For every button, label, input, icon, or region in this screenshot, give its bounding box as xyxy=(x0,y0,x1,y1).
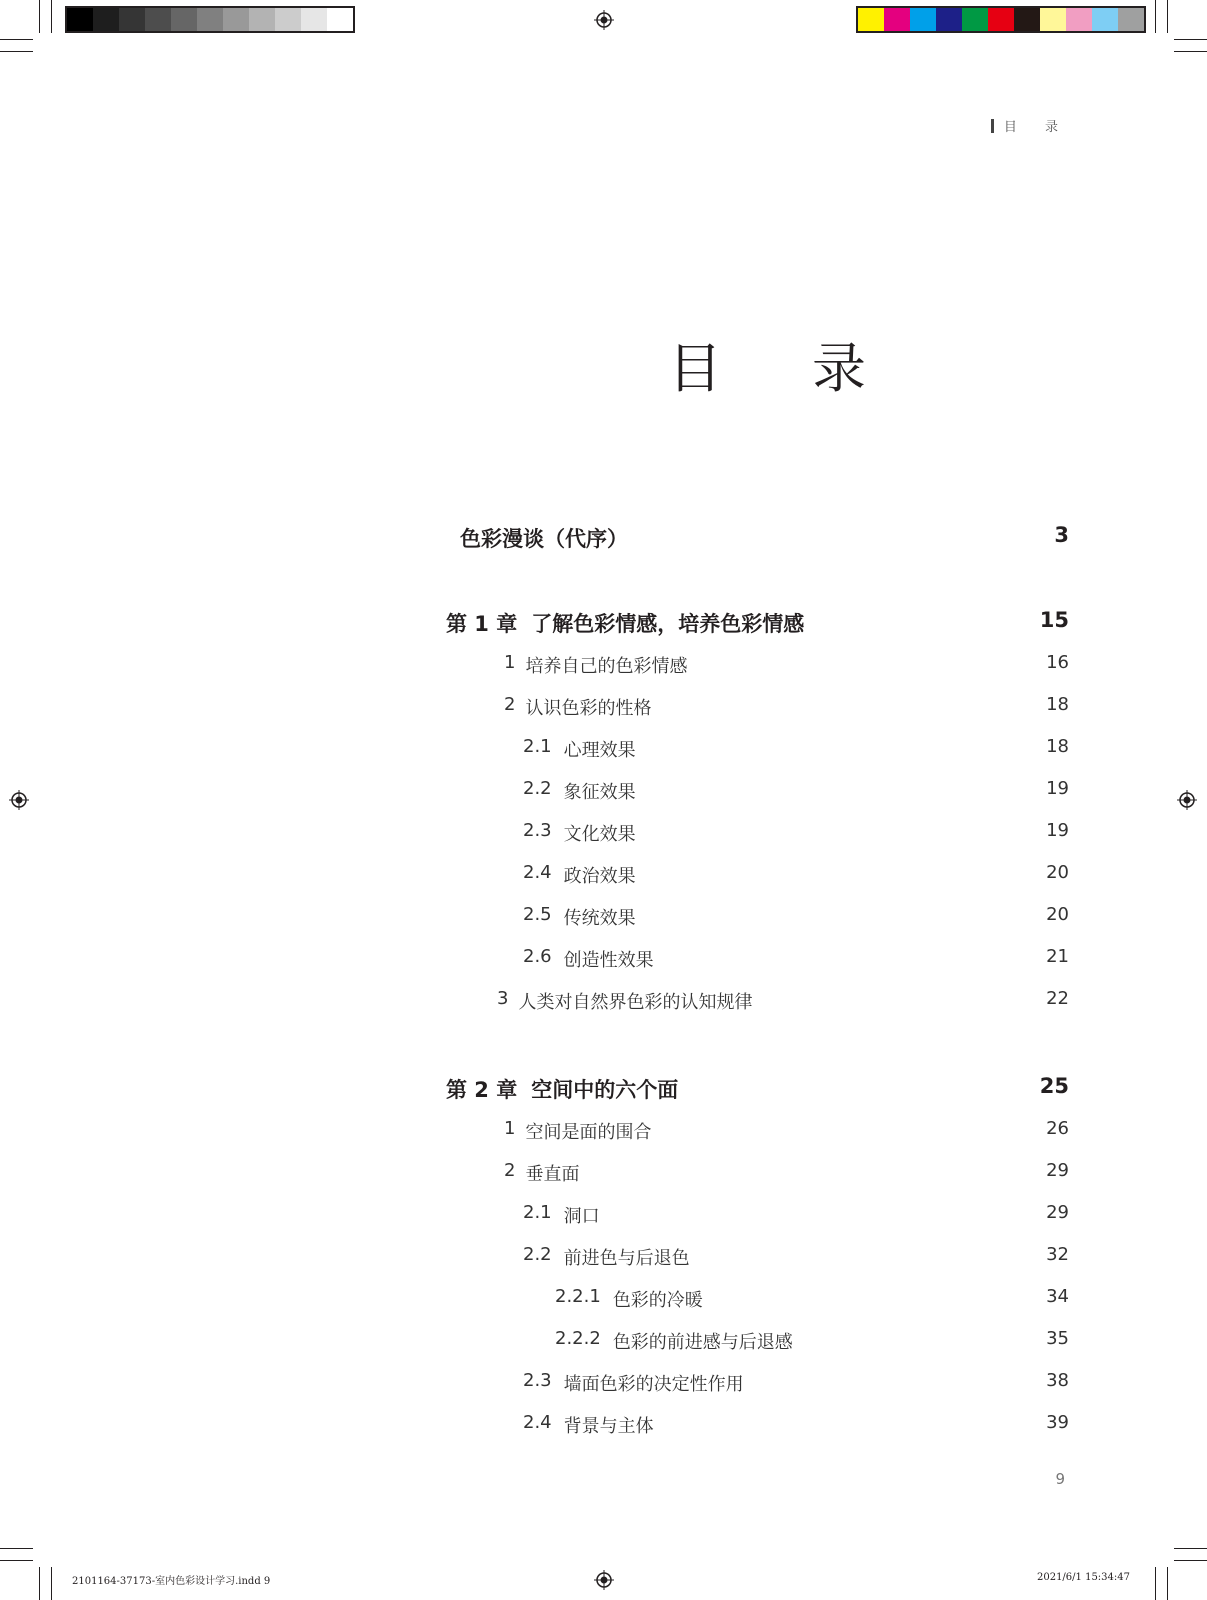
toc-entry-label: 空间中的六个面 xyxy=(531,1078,679,1102)
toc-entry-number: 2.2 xyxy=(523,1244,552,1265)
toc-entry-number: 2.1 xyxy=(523,1202,552,1223)
slug-filename: 2101164-37173-室内色彩设计学习.indd 9 xyxy=(72,1576,271,1587)
toc-entry-number: 第 2 章 xyxy=(446,1078,518,1102)
color-swatch xyxy=(327,8,353,31)
toc-entry-page: 20 xyxy=(1046,862,1069,883)
toc-entry-number: 2.4 xyxy=(523,1412,552,1433)
toc-entry[interactable] xyxy=(0,1074,1207,1104)
toc-entry-label: 洞口 xyxy=(563,1206,600,1227)
color-swatch xyxy=(962,8,988,31)
crop-mark xyxy=(1174,51,1207,52)
toc-entry[interactable] xyxy=(0,1368,1207,1398)
toc-entry[interactable] xyxy=(0,523,1207,553)
toc-entry[interactable] xyxy=(0,1410,1207,1440)
toc-entry-title xyxy=(523,1370,744,1396)
color-swatch xyxy=(145,8,171,31)
toc-entry-label: 背景与主体 xyxy=(563,1416,654,1437)
toc-entry[interactable] xyxy=(0,650,1207,680)
color-swatch xyxy=(171,8,197,31)
toc-entry-page: 19 xyxy=(1046,778,1069,799)
crop-mark xyxy=(1174,39,1207,40)
page-title: 目录 xyxy=(668,337,956,400)
toc-entry-number: 2.3 xyxy=(523,1370,552,1391)
toc-entry-title xyxy=(523,1202,600,1228)
color-swatch xyxy=(67,8,93,31)
toc-entry-number: 2 xyxy=(504,694,516,715)
toc-entry-title xyxy=(446,1074,678,1104)
toc-entry-title xyxy=(504,694,651,720)
toc-entry-title xyxy=(446,608,804,638)
grayscale-color-bar xyxy=(65,6,355,33)
toc-entry-title xyxy=(555,1286,703,1312)
crop-mark xyxy=(51,0,52,33)
toc-entry[interactable] xyxy=(0,986,1207,1016)
toc-entry-page: 26 xyxy=(1046,1118,1069,1139)
toc-entry-page: 39 xyxy=(1046,1412,1069,1433)
toc-entry-title xyxy=(504,1118,651,1144)
toc-entry-title xyxy=(523,862,636,888)
toc-entry-title xyxy=(504,1160,579,1186)
toc-entry-label: 色彩漫谈（代序） xyxy=(460,527,628,551)
toc-entry-number: 2.2 xyxy=(523,778,552,799)
toc-entry-label: 色彩的冷暖 xyxy=(612,1290,703,1311)
running-head-bar xyxy=(991,119,994,133)
toc-entry-label: 色彩的前进感与后退感 xyxy=(612,1332,793,1353)
toc-entry-number: 2.5 xyxy=(523,904,552,925)
color-swatch xyxy=(988,8,1014,31)
toc-entry-label: 认识色彩的性格 xyxy=(525,698,652,719)
toc-entry-number: 第 1 章 xyxy=(446,612,518,636)
color-swatch xyxy=(1066,8,1092,31)
toc-entry-page: 22 xyxy=(1046,988,1069,1009)
toc-entry-title xyxy=(523,820,636,846)
crop-mark xyxy=(0,51,33,52)
color-swatch xyxy=(119,8,145,31)
toc-entry-page: 35 xyxy=(1046,1328,1069,1349)
color-swatch xyxy=(858,8,884,31)
crop-mark xyxy=(39,1567,40,1600)
toc-entry[interactable] xyxy=(0,902,1207,932)
color-swatch xyxy=(93,8,119,31)
toc-entry-label: 前进色与后退色 xyxy=(563,1248,690,1269)
color-swatch xyxy=(936,8,962,31)
toc-entry[interactable] xyxy=(0,860,1207,890)
toc-entry[interactable] xyxy=(0,692,1207,722)
color-swatch xyxy=(1040,8,1066,31)
toc-entry-title xyxy=(523,736,636,762)
toc-entry[interactable] xyxy=(0,1116,1207,1146)
registration-mark-icon xyxy=(594,10,614,30)
running-head xyxy=(991,116,1070,135)
crop-mark xyxy=(1167,1567,1168,1600)
toc-entry-label: 心理效果 xyxy=(563,740,636,761)
toc-entry-page: 32 xyxy=(1046,1244,1069,1265)
toc-entry[interactable] xyxy=(0,1284,1207,1314)
toc-entry-number: 2.2.2 xyxy=(555,1328,601,1349)
toc-entry[interactable] xyxy=(0,1158,1207,1188)
toc-entry-number: 2.6 xyxy=(523,946,552,967)
crop-mark xyxy=(1174,1560,1207,1561)
toc-entry-page: 29 xyxy=(1046,1160,1069,1181)
toc-entry-label: 创造性效果 xyxy=(563,950,654,971)
crop-mark xyxy=(0,39,33,40)
toc-entry-page: 20 xyxy=(1046,904,1069,925)
crop-mark xyxy=(1174,1548,1207,1549)
process-color-bar xyxy=(856,6,1146,33)
color-swatch xyxy=(301,8,327,31)
toc-entry-page: 19 xyxy=(1046,820,1069,841)
toc-entry-page: 21 xyxy=(1046,946,1069,967)
crop-mark xyxy=(0,1548,33,1549)
crop-mark xyxy=(1155,1567,1156,1600)
toc-entry-page: 29 xyxy=(1046,1202,1069,1223)
toc-entry-label: 了解色彩情感，培养色彩情感 xyxy=(531,612,805,636)
toc-entry[interactable] xyxy=(0,1242,1207,1272)
toc-entry-page: 3 xyxy=(1054,523,1069,547)
toc-entry-title xyxy=(504,652,687,678)
toc-entry-page: 18 xyxy=(1046,736,1069,757)
toc-entry-title xyxy=(523,1412,654,1438)
toc-entry-page: 15 xyxy=(1039,608,1069,632)
toc-entry-title xyxy=(555,1328,793,1354)
toc-entry-label: 培养自己的色彩情感 xyxy=(525,656,688,677)
toc-entry-label: 文化效果 xyxy=(563,824,636,845)
color-swatch xyxy=(910,8,936,31)
slug-timestamp: 2021/6/1 15:34:47 xyxy=(1036,1572,1130,1583)
toc-entry-label: 象征效果 xyxy=(563,782,636,803)
toc-entry[interactable] xyxy=(0,776,1207,806)
toc-entry[interactable] xyxy=(0,608,1207,638)
toc-entry[interactable] xyxy=(0,1326,1207,1356)
toc-entry-page: 38 xyxy=(1046,1370,1069,1391)
color-swatch xyxy=(1014,8,1040,31)
toc-entry-label: 传统效果 xyxy=(563,908,636,929)
toc-entry-label: 人类对自然界色彩的认知规律 xyxy=(518,992,753,1013)
toc-entry-label: 政治效果 xyxy=(563,866,636,887)
crop-mark xyxy=(1155,0,1156,33)
toc-entry-page: 25 xyxy=(1039,1074,1069,1098)
toc-entry-title xyxy=(446,523,628,553)
color-swatch xyxy=(1092,8,1118,31)
toc-entry-number: 2.3 xyxy=(523,820,552,841)
color-swatch xyxy=(197,8,223,31)
toc-entry-number: 2.2.1 xyxy=(555,1286,601,1307)
toc-entry-title xyxy=(497,988,752,1014)
color-swatch xyxy=(1118,8,1144,31)
toc-entry-page: 18 xyxy=(1046,694,1069,715)
crop-mark xyxy=(51,1567,52,1600)
crop-mark xyxy=(1167,0,1168,33)
registration-mark-icon xyxy=(594,1570,614,1590)
toc-entry-title xyxy=(523,1244,690,1270)
toc-entry-label: 垂直面 xyxy=(525,1164,580,1185)
toc-entry[interactable] xyxy=(0,944,1207,974)
toc-entry-title xyxy=(523,946,654,972)
toc-entry-title xyxy=(523,778,636,804)
toc-entry[interactable] xyxy=(0,734,1207,764)
toc-entry-number: 1 xyxy=(504,1118,516,1139)
toc-entry[interactable] xyxy=(0,1200,1207,1230)
toc-entry-number: 2.4 xyxy=(523,862,552,883)
crop-mark xyxy=(0,1560,33,1561)
color-swatch xyxy=(249,8,275,31)
crop-mark xyxy=(39,0,40,33)
color-swatch xyxy=(223,8,249,31)
toc-entry[interactable] xyxy=(0,818,1207,848)
color-swatch xyxy=(884,8,910,31)
toc-entry-title xyxy=(523,904,636,930)
running-head-text: 目 录 xyxy=(1003,120,1070,135)
toc-entry-number: 2.1 xyxy=(523,736,552,757)
toc-entry-label: 空间是面的围合 xyxy=(525,1122,652,1143)
page-number: 9 xyxy=(1055,1470,1065,1488)
color-swatch xyxy=(275,8,301,31)
toc-entry-page: 34 xyxy=(1046,1286,1069,1307)
toc-entry-number: 3 xyxy=(497,988,509,1009)
toc-entry-number: 1 xyxy=(504,652,516,673)
toc-entry-page: 16 xyxy=(1046,652,1069,673)
toc-entry-label: 墙面色彩的决定性作用 xyxy=(563,1374,744,1395)
toc-entry-number: 2 xyxy=(504,1160,516,1181)
